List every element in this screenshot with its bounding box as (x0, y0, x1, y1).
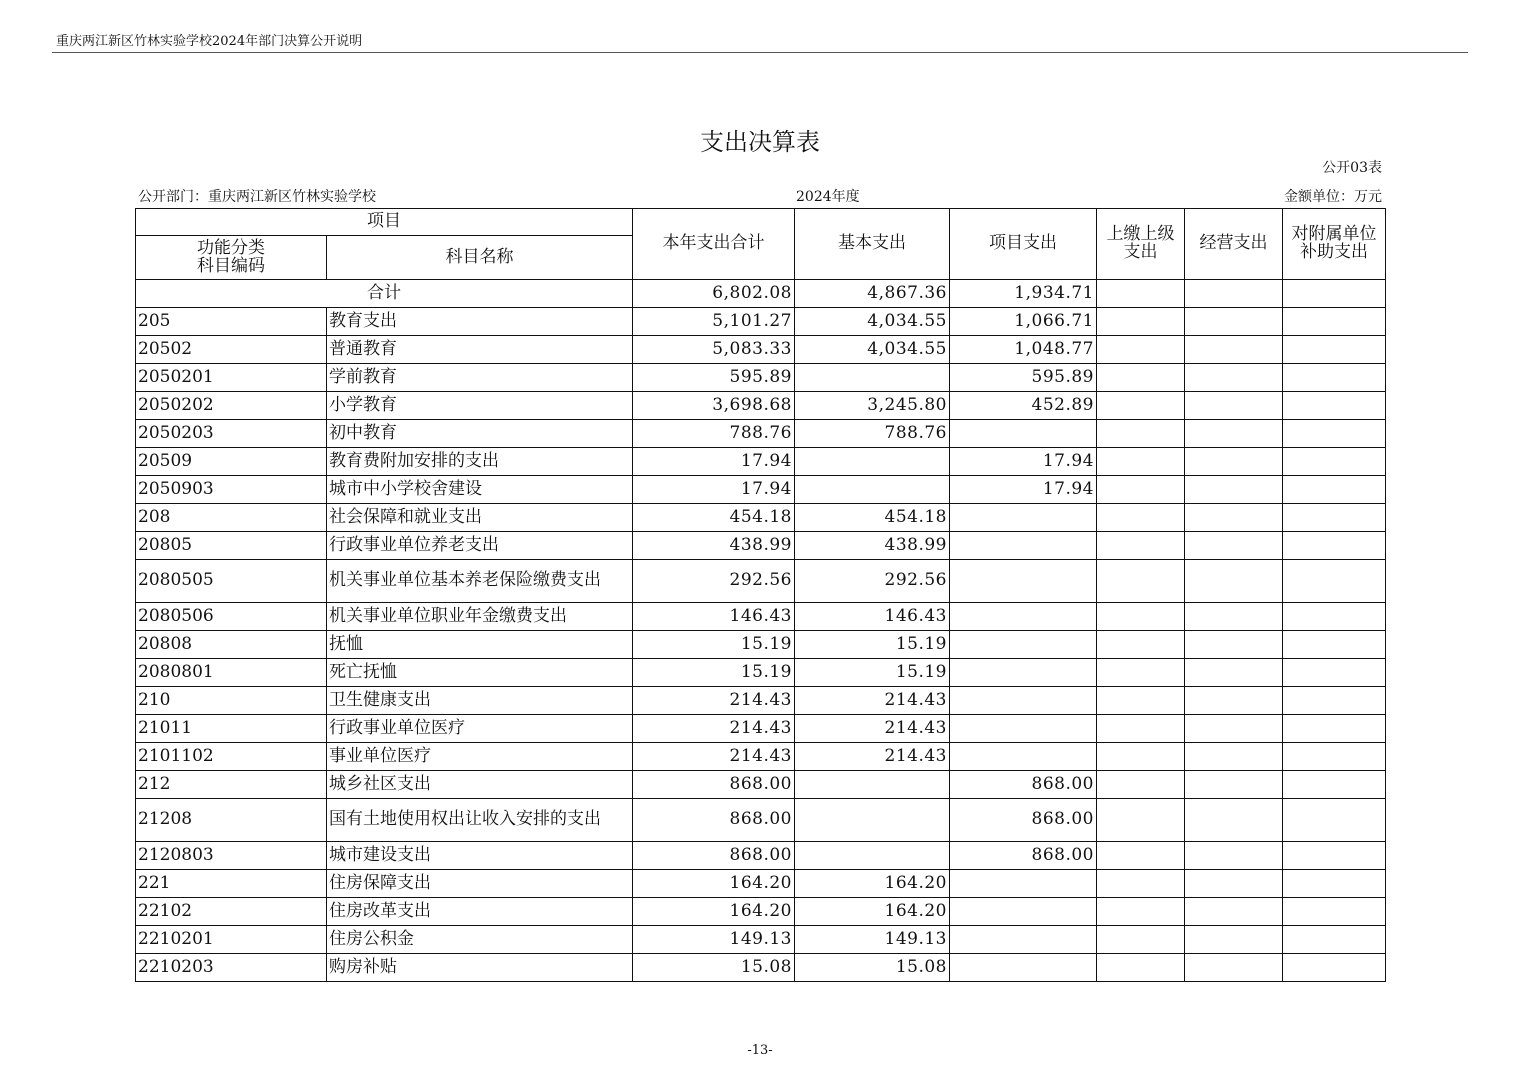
row-basic: 164.20 (795, 898, 950, 926)
table-row (136, 771, 1386, 799)
row-project: 1,048.77 (950, 336, 1097, 364)
row-name: 行政事业单位养老支出 (327, 532, 633, 560)
row-total: 292.56 (633, 560, 795, 603)
row-business (1185, 715, 1283, 743)
table-row (136, 659, 1386, 687)
row-upper (1097, 448, 1185, 476)
total-row (136, 280, 1386, 308)
row-name: 机关事业单位职业年金缴费支出 (327, 603, 633, 631)
row-business (1185, 771, 1283, 799)
row-subsidy (1283, 659, 1386, 687)
row-total: 15.19 (633, 631, 795, 659)
row-total: 164.20 (633, 870, 795, 898)
header-item: 项目 (136, 209, 633, 236)
row-business (1185, 870, 1283, 898)
row-business (1185, 631, 1283, 659)
table-row (136, 926, 1386, 954)
row-project (950, 532, 1097, 560)
row-project (950, 715, 1097, 743)
row-name: 城市中小学校舍建设 (327, 476, 633, 504)
fiscal-year-label: 2024年度 (796, 189, 860, 205)
row-upper (1097, 898, 1185, 926)
row-upper (1097, 771, 1185, 799)
row-project (950, 631, 1097, 659)
row-basic (795, 799, 950, 842)
table-row (136, 476, 1386, 504)
row-project: 1,066.71 (950, 308, 1097, 336)
row-total: 214.43 (633, 743, 795, 771)
row-project: 868.00 (950, 842, 1097, 870)
row-code: 21208 (136, 799, 327, 842)
row-business (1185, 504, 1283, 532)
row-total: 5,101.27 (633, 308, 795, 336)
row-name: 教育支出 (327, 308, 633, 336)
row-code: 2120803 (136, 842, 327, 870)
row-total: 146.43 (633, 603, 795, 631)
row-subsidy (1283, 308, 1386, 336)
row-code: 2210203 (136, 954, 327, 982)
row-basic: 4,034.55 (795, 336, 950, 364)
row-subsidy (1283, 476, 1386, 504)
row-business (1185, 420, 1283, 448)
row-upper (1097, 476, 1185, 504)
total-label: 合计 (136, 280, 633, 308)
row-upper (1097, 715, 1185, 743)
row-code: 2080505 (136, 560, 327, 603)
row-name: 住房公积金 (327, 926, 633, 954)
row-name: 普通教育 (327, 336, 633, 364)
row-name: 学前教育 (327, 364, 633, 392)
row-basic: 214.43 (795, 715, 950, 743)
row-upper (1097, 603, 1185, 631)
row-business (1185, 560, 1283, 603)
row-business (1185, 898, 1283, 926)
row-business (1185, 799, 1283, 842)
total-subsidy (1283, 280, 1386, 308)
row-name: 城乡社区支出 (327, 771, 633, 799)
row-upper (1097, 954, 1185, 982)
row-total: 15.19 (633, 659, 795, 687)
row-project (950, 687, 1097, 715)
row-project (950, 560, 1097, 603)
row-code: 212 (136, 771, 327, 799)
row-upper (1097, 743, 1185, 771)
row-project (950, 659, 1097, 687)
row-upper (1097, 336, 1185, 364)
table-row (136, 448, 1386, 476)
row-subsidy (1283, 842, 1386, 870)
table-row (136, 898, 1386, 926)
row-project (950, 898, 1097, 926)
row-business (1185, 364, 1283, 392)
total-basic: 4,867.36 (795, 280, 950, 308)
row-business (1185, 336, 1283, 364)
table-row (136, 560, 1386, 603)
row-upper (1097, 392, 1185, 420)
row-basic: 164.20 (795, 870, 950, 898)
row-code: 210 (136, 687, 327, 715)
row-total: 595.89 (633, 364, 795, 392)
row-business (1185, 954, 1283, 982)
row-basic: 149.13 (795, 926, 950, 954)
row-upper (1097, 631, 1185, 659)
row-subsidy (1283, 771, 1386, 799)
row-code: 2050202 (136, 392, 327, 420)
row-basic: 438.99 (795, 532, 950, 560)
row-business (1185, 532, 1283, 560)
row-name: 国有土地使用权出让收入安排的支出 (327, 799, 633, 842)
table-row (136, 631, 1386, 659)
row-project (950, 420, 1097, 448)
row-total: 5,083.33 (633, 336, 795, 364)
row-basic (795, 842, 950, 870)
row-project (950, 926, 1097, 954)
header-project: 项目支出 (950, 209, 1097, 280)
table-row (136, 715, 1386, 743)
row-project (950, 504, 1097, 532)
row-total: 149.13 (633, 926, 795, 954)
row-total: 868.00 (633, 842, 795, 870)
row-subsidy (1283, 870, 1386, 898)
table-row (136, 870, 1386, 898)
row-subsidy (1283, 799, 1386, 842)
row-subsidy (1283, 364, 1386, 392)
row-name: 住房保障支出 (327, 870, 633, 898)
row-basic: 146.43 (795, 603, 950, 631)
row-code: 2080801 (136, 659, 327, 687)
total-project: 1,934.71 (950, 280, 1097, 308)
table-row (136, 842, 1386, 870)
row-project (950, 954, 1097, 982)
row-subsidy (1283, 631, 1386, 659)
row-upper (1097, 799, 1185, 842)
row-code: 2050201 (136, 364, 327, 392)
row-upper (1097, 659, 1185, 687)
total-business (1185, 280, 1283, 308)
row-upper (1097, 870, 1185, 898)
row-business (1185, 308, 1283, 336)
row-project: 868.00 (950, 799, 1097, 842)
row-name: 行政事业单位医疗 (327, 715, 633, 743)
header-business: 经营支出 (1185, 209, 1283, 280)
row-basic: 214.43 (795, 743, 950, 771)
row-upper (1097, 560, 1185, 603)
row-basic: 454.18 (795, 504, 950, 532)
row-code: 2050903 (136, 476, 327, 504)
row-code: 221 (136, 870, 327, 898)
row-upper (1097, 504, 1185, 532)
table-row (136, 687, 1386, 715)
row-subsidy (1283, 954, 1386, 982)
row-basic: 15.19 (795, 659, 950, 687)
row-basic (795, 476, 950, 504)
row-total: 454.18 (633, 504, 795, 532)
row-code: 2210201 (136, 926, 327, 954)
row-name: 机关事业单位基本养老保险缴费支出 (327, 560, 633, 603)
table-title: 支出决算表 (700, 128, 820, 156)
row-business (1185, 659, 1283, 687)
row-code: 2050203 (136, 420, 327, 448)
row-subsidy (1283, 560, 1386, 603)
row-upper (1097, 842, 1185, 870)
table-row (136, 743, 1386, 771)
row-subsidy (1283, 532, 1386, 560)
row-basic: 3,245.80 (795, 392, 950, 420)
row-code: 2080506 (136, 603, 327, 631)
table-row (136, 504, 1386, 532)
total-upper (1097, 280, 1185, 308)
header-upper: 上缴上级 支出 (1097, 209, 1185, 280)
row-subsidy (1283, 420, 1386, 448)
row-business (1185, 687, 1283, 715)
row-project: 17.94 (950, 476, 1097, 504)
header-total: 本年支出合计 (633, 209, 795, 280)
row-project (950, 743, 1097, 771)
row-name: 城市建设支出 (327, 842, 633, 870)
row-total: 164.20 (633, 898, 795, 926)
row-name: 住房改革支出 (327, 898, 633, 926)
currency-unit-label: 金额单位：万元 (1284, 189, 1382, 205)
row-basic (795, 364, 950, 392)
row-subsidy (1283, 448, 1386, 476)
row-basic: 292.56 (795, 560, 950, 603)
row-total: 214.43 (633, 687, 795, 715)
row-name: 事业单位医疗 (327, 743, 633, 771)
row-code: 20502 (136, 336, 327, 364)
row-upper (1097, 420, 1185, 448)
row-basic (795, 448, 950, 476)
row-total: 17.94 (633, 476, 795, 504)
row-business (1185, 603, 1283, 631)
header-divider (52, 52, 1468, 53)
header-subsidy: 对附属单位 补助支出 (1283, 209, 1386, 280)
row-upper (1097, 687, 1185, 715)
row-code: 20509 (136, 448, 327, 476)
table-row (136, 954, 1386, 982)
row-total: 17.94 (633, 448, 795, 476)
header-name: 科目名称 (327, 236, 633, 280)
row-project: 17.94 (950, 448, 1097, 476)
row-upper (1097, 364, 1185, 392)
row-name: 社会保障和就业支出 (327, 504, 633, 532)
row-upper (1097, 532, 1185, 560)
table-row (136, 799, 1386, 842)
row-business (1185, 926, 1283, 954)
row-total: 15.08 (633, 954, 795, 982)
table-row (136, 336, 1386, 364)
header-basic: 基本支出 (795, 209, 950, 280)
row-business (1185, 392, 1283, 420)
table-row (136, 532, 1386, 560)
row-business (1185, 476, 1283, 504)
form-code: 公开03表 (1322, 160, 1382, 176)
row-subsidy (1283, 504, 1386, 532)
row-code: 20808 (136, 631, 327, 659)
row-subsidy (1283, 687, 1386, 715)
row-business (1185, 842, 1283, 870)
table-row (136, 308, 1386, 336)
row-subsidy (1283, 392, 1386, 420)
table-row (136, 392, 1386, 420)
row-code: 22102 (136, 898, 327, 926)
row-name: 小学教育 (327, 392, 633, 420)
row-subsidy (1283, 715, 1386, 743)
row-total: 3,698.68 (633, 392, 795, 420)
row-total: 868.00 (633, 771, 795, 799)
expenditure-table (135, 208, 1386, 982)
row-total: 788.76 (633, 420, 795, 448)
row-business (1185, 448, 1283, 476)
row-total: 214.43 (633, 715, 795, 743)
row-name: 卫生健康支出 (327, 687, 633, 715)
row-upper (1097, 308, 1185, 336)
document-header: 重庆两江新区竹林实验学校2024年部门决算公开说明 (56, 34, 363, 49)
row-code: 208 (136, 504, 327, 532)
row-project (950, 870, 1097, 898)
row-subsidy (1283, 743, 1386, 771)
row-name: 教育费附加安排的支出 (327, 448, 633, 476)
row-code: 20805 (136, 532, 327, 560)
row-subsidy (1283, 926, 1386, 954)
table-row (136, 420, 1386, 448)
table-row (136, 603, 1386, 631)
row-code: 205 (136, 308, 327, 336)
row-subsidy (1283, 898, 1386, 926)
row-code: 2101102 (136, 743, 327, 771)
row-basic: 15.19 (795, 631, 950, 659)
row-total: 868.00 (633, 799, 795, 842)
row-upper (1097, 926, 1185, 954)
row-subsidy (1283, 336, 1386, 364)
row-code: 21011 (136, 715, 327, 743)
row-basic: 214.43 (795, 687, 950, 715)
row-subsidy (1283, 603, 1386, 631)
row-basic: 4,034.55 (795, 308, 950, 336)
row-project (950, 603, 1097, 631)
table-row (136, 364, 1386, 392)
row-project: 452.89 (950, 392, 1097, 420)
row-project: 868.00 (950, 771, 1097, 799)
header-code: 功能分类 科目编码 (136, 236, 327, 280)
row-name: 抚恤 (327, 631, 633, 659)
row-total: 438.99 (633, 532, 795, 560)
row-project: 595.89 (950, 364, 1097, 392)
row-basic: 15.08 (795, 954, 950, 982)
department-label: 公开部门：重庆两江新区竹林实验学校 (138, 189, 376, 205)
total-amount: 6,802.08 (633, 280, 795, 308)
row-name: 死亡抚恤 (327, 659, 633, 687)
page-number: -13- (747, 1043, 773, 1058)
row-basic (795, 771, 950, 799)
row-name: 初中教育 (327, 420, 633, 448)
row-name: 购房补贴 (327, 954, 633, 982)
row-business (1185, 743, 1283, 771)
row-basic: 788.76 (795, 420, 950, 448)
